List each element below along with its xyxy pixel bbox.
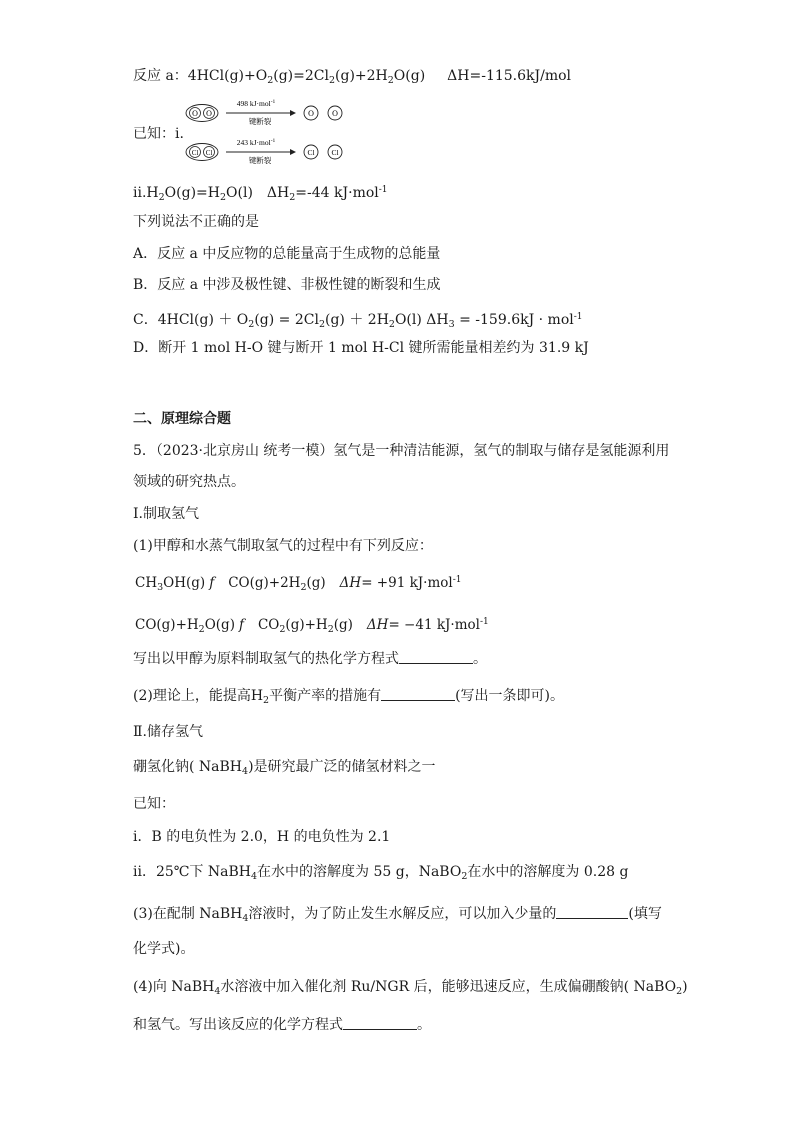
p1-question [133,650,487,668]
o-arrow-head [290,110,296,116]
k2-text: 在水中的溶解度为 55 g，NaBO [257,864,462,880]
p1-question-end: 。 [473,651,487,667]
p3-line2: 化学式)。 [133,941,195,957]
cl-bond-energy: 243 kJ·mol$^{-1}$ [236,138,276,147]
eq2-text: (g)+H [285,617,328,633]
p4-text: 水溶液中加入催化剂 Ru/NGR 后，能够迅速反应，生成偏硼酸钠( NaBO [220,979,677,995]
eq2-value: = −41 kJ·mol [388,617,480,633]
bond-break-label: 键断裂 [248,117,272,126]
part2-heading: Ⅱ.储存氢气 [133,724,203,740]
reaction-a-sub: 2 [387,75,394,86]
option-c-sup: -1 [573,312,583,322]
eq1-sub: 2 [300,582,307,593]
eq2-sub: 2 [279,624,286,635]
eq2-text: CO [257,617,280,633]
p3-text: (3)在配制 NaBH [133,906,243,922]
cl-atom-label: Cl [191,149,199,157]
option-c [133,308,583,334]
p2-end: (写出一条即可)。 [455,688,565,704]
o-atom-label: O [332,109,338,118]
p3-text: 溶液时，为了防止发生水解反应，可以加入少量的 [248,906,557,922]
section-title: 二、原理综合题 [133,411,231,427]
known-ii-text: O(g)=H [164,185,220,201]
known-heading: 已知： [133,796,175,812]
reaction-a-dh: ΔH=-115.6kJ/mol [447,68,572,84]
known-ii-dh-value: =-44 kJ·mol [295,185,379,201]
reaction-a-part: (g)=2Cl [273,68,329,84]
eq1-sup: -1 [452,575,462,585]
reaction-a [133,67,571,90]
p4-sub: 4 [214,986,221,997]
answer-blank[interactable] [556,905,628,919]
reaction-a-part: 4HCl(g)+O [187,68,268,84]
eq2-sup: -1 [479,617,489,627]
option-c-text: (g) ＋ 2H [325,312,389,328]
o-atom-label: O [308,109,314,118]
cl-atom-label: Cl [307,148,315,157]
option-c-sub: 2 [388,319,395,330]
answer-blank[interactable] [399,650,473,664]
known-label: 已知：i. [133,126,184,142]
answer-blank[interactable] [343,1016,417,1030]
p4-question [133,978,688,1001]
eq1-text: CH [135,575,158,591]
p4-end: 。 [417,1017,431,1033]
known-ii-dh-sub: 2 [289,192,296,203]
eq2-text: O(g) [204,617,235,633]
eq1-equilibrium-symbol: f [209,575,215,591]
cl-atom-label: Cl [331,148,339,157]
equation-1 [135,571,462,597]
nabh4-text: 硼氢化钠( NaBH [133,759,243,775]
known-ii-text: ii.H [133,185,159,201]
eq1-text: OH(g) [163,575,206,591]
p2-text: (2)理论上，能提高H [133,688,264,704]
p4-line2 [133,1016,431,1034]
known-ii-dh: ΔH [266,185,290,201]
option-b: B．反应 a 中涉及极性键、非极性键的断裂和生成 [133,277,441,293]
known-item-1: i．B 的电负性为 2.0，H 的电负性为 2.1 [133,829,391,845]
p3-text: (填写 [628,906,662,922]
bond-energy-diagram [184,97,354,167]
p4-text: (4)向 NaBH [133,979,215,995]
option-c-text: C．4HCl(g) ＋ O [133,312,249,328]
eq1-value: = +91 kJ·mol [361,575,453,591]
p1-question-text: 写出以甲醇为原料制取氢气的热化学方程式 [133,651,399,667]
known-ii-dh-sup: -1 [378,185,388,195]
p4-line2-text: 和氢气。写出该反应的化学方程式 [133,1017,343,1033]
p2-text: 平衡产率的措施有 [269,688,382,704]
k2-text: 在水中的溶解度为 0.28 g [467,864,629,880]
k2-sub: 2 [461,871,468,882]
reaction-a-part: (g)+2H [335,68,388,84]
bond-break-label: 键断裂 [248,156,272,165]
p2-sub: 2 [263,695,270,706]
eq2-sub: 2 [327,624,334,635]
eq2-text: (g) [333,617,353,633]
eq1-text: CO(g)+2H [228,575,301,591]
equation-2 [135,613,489,639]
eq2-dh: ΔH [366,617,389,633]
reaction-a-sub: 2 [328,75,336,86]
p1-text: (1)甲醇和水蒸气制取氢气的过程中有下列反应： [133,538,433,554]
q5-line2: 领域的研究热点。 [133,474,245,490]
p4-sub: 2 [676,986,683,997]
option-c-text: (g) = 2Cl [254,312,319,328]
known-ii [133,181,388,207]
reaction-a-sub: 2 [267,75,274,86]
p3-sub: 4 [242,913,249,924]
option-c-text: O(l) ΔH [394,312,449,328]
eq2-sub: 2 [198,624,205,635]
p2-question [133,687,564,710]
eq1-dh: ΔH [339,575,362,591]
k2-text: ii．25℃下 NaBH [133,864,251,880]
eq2-text: CO(g)+H [135,617,199,633]
known-item-2 [133,863,628,886]
p3-question [133,905,662,928]
known-ii-sub: 2 [158,192,165,203]
k2-sub: 4 [250,871,258,882]
question-stem: 下列说法不正确的是 [133,214,259,230]
option-c-sub: 2 [318,319,325,330]
o-bond-energy: 498 kJ·mol$^{-1}$ [236,99,276,108]
p4-text: ) [682,979,688,995]
nabh4-intro [133,758,436,781]
part1-heading: Ⅰ.制取氢气 [133,506,199,522]
option-d: D．断开 1 mol H-O 键与断开 1 mol H-Cl 键所需能量相差约为 31.9 kJ [133,340,589,356]
option-c-sub: 2 [248,319,255,330]
eq1-sub: 3 [157,582,164,593]
known-ii-text: O(l) [226,185,253,201]
o2-molecule [186,105,218,122]
reaction-a-part: O(g) [393,68,426,84]
o-atom-label: O [192,109,198,118]
o-atom-label: O [206,109,212,118]
option-c-sub: 3 [448,319,455,330]
eq2-equilibrium-symbol: f [238,617,244,633]
reaction-a-label: 反应 a： [133,68,188,84]
cl-arrow-head [290,149,296,155]
q5-line1: 5．（2023·北京房山 统考一模）氢气是一种清洁能源，氢气的制取与储存是氢能源利用 [133,443,670,459]
nabh4-sub: 4 [242,766,249,777]
option-a: A．反应 a 中反应物的总能量高于生成物的总能量 [133,246,441,262]
eq1-text: (g) [306,575,326,591]
cl-atom-label: Cl [205,149,213,157]
answer-blank[interactable] [381,687,455,701]
nabh4-text: )是研究最广泛的储氢材料之一 [248,759,436,775]
option-c-text: = -159.6kJ · mol [454,312,574,328]
known-ii-sub: 2 [219,192,227,203]
